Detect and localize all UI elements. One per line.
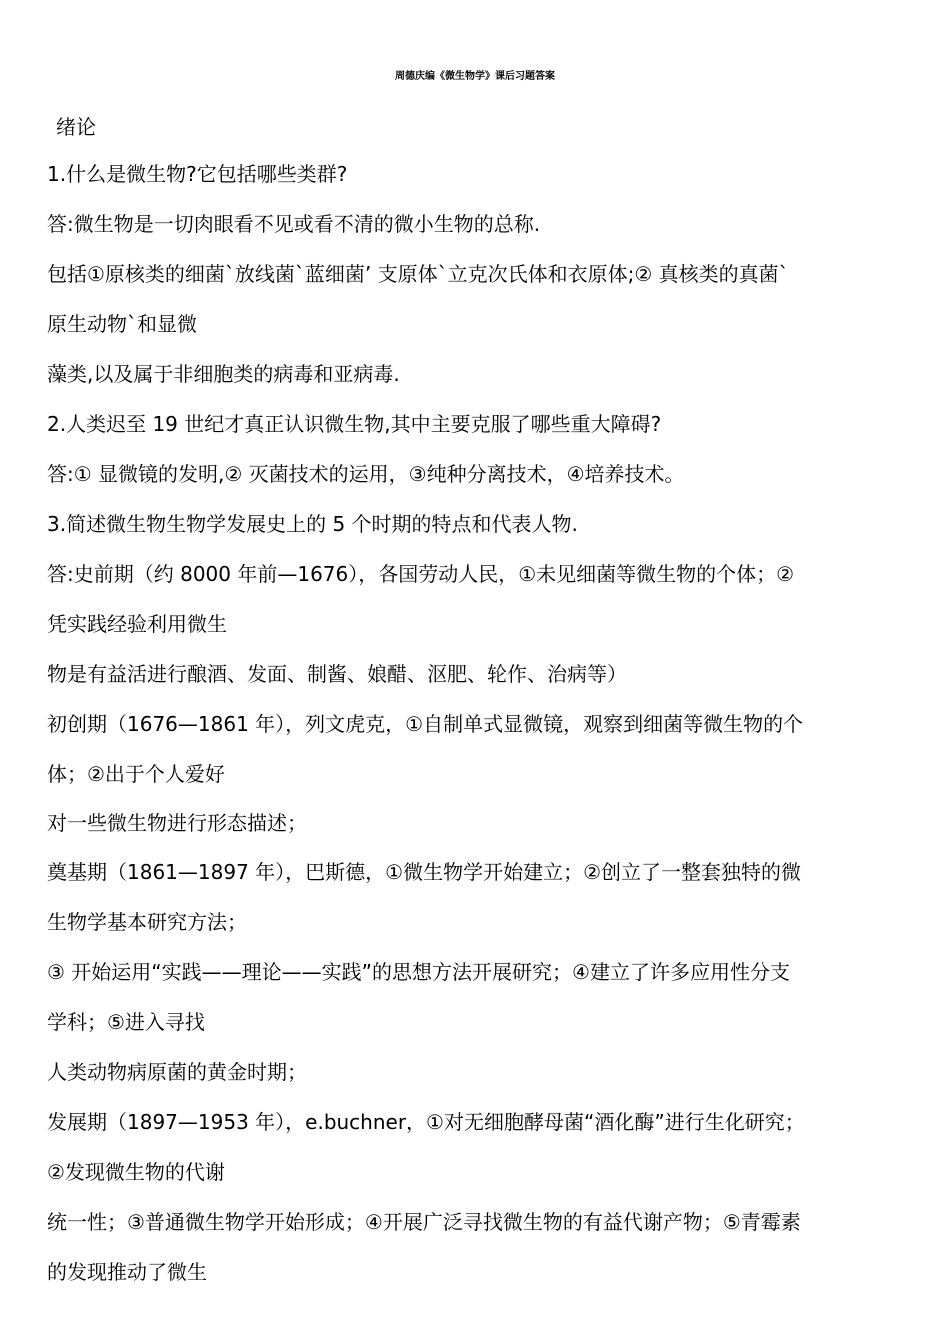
text-line: 对一些微生物进行形态描述； (47, 811, 307, 835)
text-line: 3.简述微生物生物学发展史上的 5 个时期的特点和代表人物. (47, 512, 578, 536)
text-line: 奠基期（1861—1897 年），巴斯德，①微生物学开始建立；②创立了一整套独特的微 (47, 860, 802, 884)
text-line: 人类动物病原菌的黄金时期； (47, 1060, 307, 1084)
text-line: 凭实践经验利用微生 (47, 612, 227, 636)
text-line: 初创期（1676—1861 年），列文虎克，①自制单式显微镜，观察到细菌等微生物的个 (47, 712, 804, 736)
text-line: ③ 开始运用“实践——理论——实践”的思想方法开展研究；④建立了许多应用性分支 (47, 960, 790, 984)
document-title: 周德庆编《微生物学》课后习题答案 (395, 71, 555, 82)
text-line: 答:① 显微镜的发明,② 灭菌技术的运用，③纯种分离技术，④培养技术。 (47, 462, 685, 486)
text-line: 答:微生物是一切肉眼看不见或看不清的微小生物的总称. (47, 212, 541, 236)
text-line: 1.什么是微生物?它包括哪些类群? (47, 162, 348, 186)
text-line: 2.人类迟至 19 世纪才真正认识微生物,其中主要克服了哪些重大障碍? (47, 412, 662, 436)
text-line: 原生动物`和显微 (47, 312, 197, 336)
section-heading: 绪论 (56, 115, 96, 139)
text-line: 的发现推动了微生 (47, 1260, 207, 1284)
text-line: 答:史前期（约 8000 年前—1676），各国劳动人民，①未见细菌等微生物的个体；② (47, 562, 795, 586)
text-line: 生物学基本研究方法； (47, 910, 247, 934)
text-line: 学科；⑤进入寻找 (47, 1010, 205, 1034)
text-line: 包括①原核类的细菌`放线菌`蓝细菌’ 支原体`立克次氏体和衣原体;② 真核类的真菌` (47, 262, 789, 286)
text-line: 体；②出于个人爱好 (47, 762, 225, 786)
text-line: 物是有益活进行酿酒、发面、制酱、娘醋、沤肥、轮作、治病等） (47, 662, 627, 686)
text-line: ②发现微生物的代谢 (47, 1160, 225, 1184)
text-line: 发展期（1897—1953 年），e.buchner，①对无细胞酵母菌“酒化酶”进行生化研究； (47, 1110, 805, 1134)
text-line: 藻类,以及属于非细胞类的病毒和亚病毒. (47, 362, 400, 386)
text-line: 统一性；③普通微生物学开始形成；④开展广泛寻找微生物的有益代谢产物；⑤青霉素 (47, 1210, 801, 1234)
